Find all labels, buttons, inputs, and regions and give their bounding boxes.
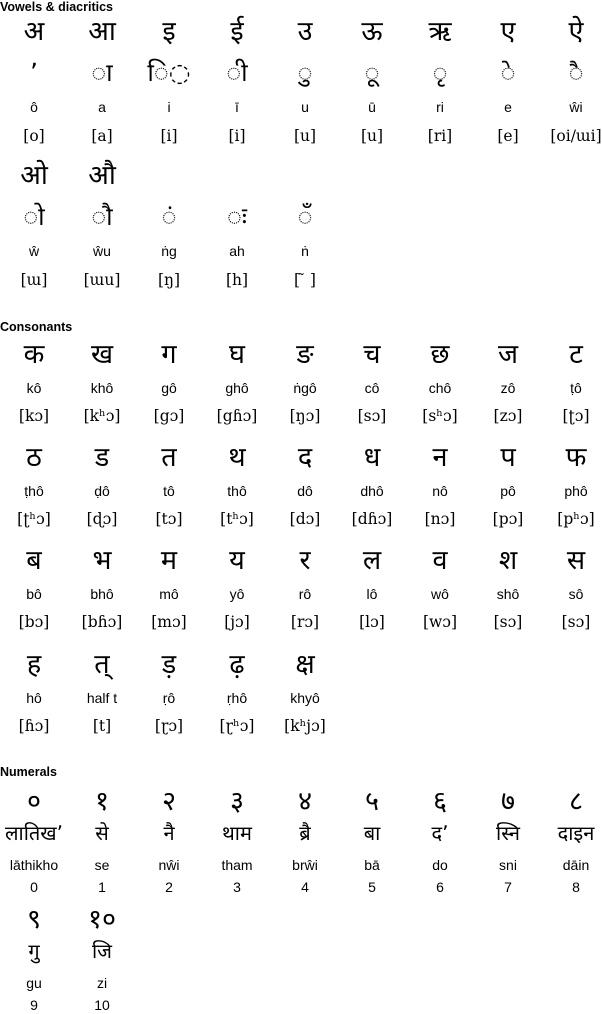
- consonant-ipa: [kʰɔ]: [83, 407, 121, 425]
- numerals-heading: Numerals: [0, 765, 57, 779]
- consonant-ipa: [ʈɔ]: [562, 407, 590, 425]
- consonant-ipa: [dɦɔ]: [351, 510, 393, 528]
- vowel-ipa: [oi/ɯi]: [550, 127, 602, 145]
- consonant-letter: ड: [94, 442, 110, 473]
- consonant-letter: ग: [161, 339, 177, 370]
- vowel-ipa: [u]: [293, 127, 317, 145]
- consonant-ipa: [ɽʰɔ]: [219, 717, 255, 735]
- consonant-letter: ह: [26, 649, 42, 680]
- vowels-heading: Vowels & diacritics: [0, 0, 114, 14]
- consonant-transliteration: wô: [431, 586, 449, 602]
- consonant-transliteration: ṅgô: [293, 380, 317, 396]
- numeral-word: स्नि: [496, 821, 520, 845]
- numeral-transliteration: nŵi: [158, 857, 180, 873]
- vowel-ipa: [e]: [497, 127, 519, 145]
- vowel-ipa: [ɯu]: [83, 271, 121, 289]
- numeral-transliteration: tham: [221, 857, 253, 873]
- consonant-letter: स: [566, 545, 586, 576]
- vowel-diacritic: ◌ै: [568, 58, 584, 87]
- numeral-word: लातिखʼ: [4, 821, 64, 845]
- consonant-transliteration: tô: [163, 483, 175, 499]
- vowel-letter: आ: [88, 16, 116, 47]
- consonant-transliteration: ṭô: [570, 380, 582, 396]
- consonant-letter: थ: [228, 442, 246, 473]
- consonant-ipa: [sɔ]: [493, 613, 523, 631]
- consonant-transliteration: mô: [159, 586, 179, 602]
- numeral-value: 2: [165, 879, 173, 895]
- numeral-word: थाम: [222, 821, 252, 845]
- consonant-ipa: [zɔ]: [493, 407, 523, 425]
- numeral-digit: ८: [568, 786, 584, 817]
- consonant-letter: ट: [569, 339, 583, 370]
- vowel-transliteration: ŵu: [93, 243, 111, 259]
- consonant-ipa: [rɔ]: [290, 613, 320, 631]
- vowel-letter: ऐ: [568, 16, 584, 47]
- vowel-ipa: [o]: [23, 127, 45, 145]
- consonant-ipa: [nɔ]: [424, 510, 456, 528]
- vowel-diacritic: ◌ो: [23, 202, 45, 231]
- consonant-letter: म: [160, 545, 178, 576]
- vowel-letter: उ: [297, 16, 313, 47]
- numeral-digit: १०: [87, 904, 117, 935]
- numeral-transliteration: gu: [26, 975, 42, 991]
- consonant-letter: ख: [90, 339, 114, 370]
- numeral-transliteration: do: [432, 857, 448, 873]
- consonant-ipa: [bɦɔ]: [81, 613, 123, 631]
- consonant-transliteration: half t: [86, 690, 118, 706]
- vowel-transliteration: a: [98, 99, 106, 115]
- vowel-ipa: [ɯ]: [20, 271, 48, 289]
- consonant-transliteration: dhô: [360, 483, 384, 499]
- numeral-word: दाइन: [557, 821, 595, 845]
- vowel-ipa: [ri]: [427, 127, 453, 145]
- vowel-letter: इ: [162, 16, 176, 47]
- vowel-letter: अ: [23, 16, 45, 47]
- consonant-letter: व: [432, 545, 448, 576]
- consonant-transliteration: lô: [366, 586, 378, 602]
- consonant-letter: त्: [94, 649, 110, 680]
- vowel-transliteration: i: [167, 99, 171, 115]
- numeral-value: 3: [233, 879, 241, 895]
- consonant-letter: छ: [430, 339, 450, 370]
- consonant-ipa: [pɔ]: [492, 510, 524, 528]
- consonant-letter: ज: [497, 339, 519, 370]
- numeral-transliteration: dāin: [562, 857, 590, 873]
- vowel-diacritic: ◌ु: [297, 58, 313, 87]
- consonant-transliteration: thô: [227, 483, 247, 499]
- numeral-transliteration: zi: [96, 975, 108, 991]
- consonant-letter: प: [500, 442, 516, 473]
- vowel-ipa: [ŋ]: [157, 271, 181, 289]
- consonant-transliteration: ghô: [225, 380, 249, 396]
- numeral-transliteration: sni: [499, 857, 517, 873]
- consonant-letter: च: [363, 339, 381, 370]
- numeral-word: गु: [28, 939, 40, 963]
- numeral-value: 0: [30, 879, 38, 895]
- consonant-ipa: [kɔ]: [18, 407, 50, 425]
- consonant-ipa: [ʈʰɔ]: [17, 510, 51, 528]
- vowel-transliteration: ṅ: [301, 243, 309, 259]
- numeral-digit: ३: [229, 786, 245, 817]
- consonant-letter: घ: [229, 339, 245, 370]
- consonant-transliteration: bhô: [90, 586, 114, 602]
- consonant-transliteration: rô: [298, 586, 312, 602]
- consonant-ipa: [sʰɔ]: [422, 407, 458, 425]
- vowel-transliteration: ô: [30, 99, 38, 115]
- consonant-transliteration: pô: [500, 483, 516, 499]
- vowel-diacritic: ◌ः: [227, 202, 247, 231]
- numeral-transliteration: brŵi: [292, 857, 318, 873]
- vowel-transliteration: ri: [436, 99, 444, 115]
- numeral-value: 5: [368, 879, 376, 895]
- vowel-ipa: [i]: [160, 127, 178, 145]
- vowel-diacritic: ◌ं: [161, 202, 177, 231]
- consonant-ipa: [kʰjɔ]: [284, 717, 326, 735]
- numeral-word: ब्रै: [299, 821, 311, 845]
- consonant-transliteration: hô: [26, 690, 42, 706]
- numeral-digit: ६: [432, 786, 448, 817]
- vowel-diacritic: ◌ू: [364, 58, 380, 87]
- consonant-letter: ब: [26, 545, 42, 576]
- numeral-digit: १: [94, 786, 110, 817]
- consonant-ipa: [sɔ]: [357, 407, 387, 425]
- numeral-value: 1: [98, 879, 106, 895]
- numeral-transliteration: se: [94, 857, 110, 873]
- vowel-letter: ओ: [20, 160, 48, 191]
- consonant-ipa: [t]: [92, 717, 112, 735]
- vowel-diacritic: ि◌: [147, 58, 191, 87]
- vowel-ipa: [u]: [360, 127, 384, 145]
- consonant-letter: भ: [92, 545, 112, 576]
- consonant-letter: य: [229, 545, 245, 576]
- vowel-letter: ऊ: [361, 16, 383, 47]
- numeral-value: 7: [504, 879, 512, 895]
- consonant-ipa: [ɦɔ]: [18, 717, 50, 735]
- vowel-transliteration: u: [301, 99, 309, 115]
- consonant-transliteration: nô: [432, 483, 448, 499]
- vowel-letter: ए: [500, 16, 516, 47]
- numeral-word: दʼ: [431, 821, 449, 845]
- consonant-transliteration: yô: [229, 586, 245, 602]
- consonant-letter: ल: [362, 545, 382, 576]
- numeral-value: 8: [572, 879, 580, 895]
- consonant-letter: ठ: [26, 442, 42, 473]
- consonant-letter: श: [498, 545, 518, 576]
- vowel-transliteration: ī: [235, 99, 239, 115]
- consonant-ipa: [gɦɔ]: [216, 407, 258, 425]
- numeral-value: 6: [436, 879, 444, 895]
- consonants-heading: Consonants: [0, 320, 73, 334]
- vowel-letter: ऋ: [428, 16, 452, 47]
- consonant-transliteration: cô: [364, 380, 380, 396]
- numeral-digit: ०: [26, 786, 42, 817]
- vowel-transliteration: ŵi: [569, 99, 583, 115]
- vowel-diacritic: ◌ौ: [91, 202, 113, 231]
- consonant-ipa: [pʰɔ]: [557, 510, 595, 528]
- numeral-digit: ९: [26, 904, 42, 935]
- vowel-ipa: [a]: [91, 127, 113, 145]
- numeral-digit: २: [161, 786, 177, 817]
- numeral-word: बा: [363, 821, 381, 845]
- consonant-transliteration: bô: [26, 586, 42, 602]
- vowel-diacritic: ʼ: [30, 58, 38, 87]
- vowel-transliteration: e: [504, 99, 512, 115]
- consonant-ipa: [gɔ]: [153, 407, 185, 425]
- consonant-ipa: [tʰɔ]: [220, 510, 254, 528]
- numeral-transliteration: bā: [364, 857, 380, 873]
- vowel-ipa: [ ̃ ]: [294, 271, 316, 289]
- consonant-ipa: [sɔ]: [561, 613, 591, 631]
- consonant-transliteration: khô: [90, 380, 114, 396]
- consonant-letter: ङ: [296, 339, 314, 370]
- consonant-ipa: [dɔ]: [289, 510, 321, 528]
- consonant-letter: ढ़: [229, 649, 245, 680]
- consonant-letter: ध: [363, 442, 381, 473]
- vowel-ipa: [i]: [228, 127, 246, 145]
- vowel-diacritic: ◌ी: [226, 58, 248, 87]
- consonant-ipa: [ɽɔ]: [154, 717, 184, 735]
- consonant-transliteration: dô: [297, 483, 313, 499]
- consonant-ipa: [ɖɔ]: [86, 510, 118, 528]
- consonant-transliteration: chô: [428, 380, 452, 396]
- numeral-value: 4: [301, 879, 309, 895]
- consonant-transliteration: ṛhô: [226, 690, 248, 706]
- consonant-transliteration: sô: [568, 586, 584, 602]
- vowel-diacritic: ◌े: [500, 58, 516, 87]
- consonant-letter: द: [297, 442, 313, 473]
- numeral-value: 9: [30, 997, 38, 1013]
- consonant-ipa: [wɔ]: [422, 613, 458, 631]
- consonant-transliteration: ṛô: [162, 690, 176, 706]
- numeral-value: 10: [94, 997, 110, 1013]
- consonant-letter: फ: [565, 442, 587, 473]
- consonant-transliteration: ṭhô: [24, 483, 44, 499]
- consonant-ipa: [jɔ]: [224, 613, 250, 631]
- numeral-digit: ७: [500, 786, 516, 817]
- consonant-letter: न: [432, 442, 448, 473]
- numeral-transliteration: lāthikho: [9, 857, 59, 873]
- consonant-transliteration: khyô: [290, 690, 320, 706]
- vowel-transliteration: ŵ: [28, 243, 40, 259]
- consonant-letter: क्ष: [295, 649, 315, 680]
- consonant-ipa: [ŋɔ]: [289, 407, 321, 425]
- vowel-letter: ई: [230, 16, 244, 47]
- consonant-transliteration: shô: [496, 586, 520, 602]
- consonant-ipa: [mɔ]: [151, 613, 187, 631]
- consonant-transliteration: phô: [564, 483, 588, 499]
- numeral-digit: ५: [364, 786, 380, 817]
- vowel-transliteration: ṅg: [161, 243, 177, 259]
- numeral-word: से: [95, 821, 109, 845]
- consonant-transliteration: gô: [161, 380, 177, 396]
- vowel-diacritic: ◌ृ: [432, 58, 448, 87]
- consonant-ipa: [tɔ]: [155, 510, 183, 528]
- consonant-letter: र: [299, 545, 311, 576]
- consonant-letter: ड़: [161, 649, 177, 680]
- vowel-diacritic: ◌ँ: [297, 202, 313, 231]
- vowel-diacritic: ◌ा: [91, 58, 113, 87]
- consonant-transliteration: kô: [26, 380, 42, 396]
- vowel-transliteration: ah: [229, 243, 245, 259]
- consonant-ipa: [bɔ]: [18, 613, 50, 631]
- numeral-word: जि: [91, 939, 113, 963]
- numeral-digit: ४: [297, 786, 313, 817]
- consonant-ipa: [lɔ]: [359, 613, 385, 631]
- vowel-ipa: [h]: [225, 271, 249, 289]
- vowel-letter: औ: [88, 160, 116, 191]
- numeral-word: नै: [163, 821, 175, 845]
- consonant-transliteration: zô: [500, 380, 516, 396]
- consonant-transliteration: ḍô: [94, 483, 110, 499]
- consonant-letter: क: [23, 339, 45, 370]
- vowel-transliteration: ū: [368, 99, 376, 115]
- consonant-letter: त: [161, 442, 177, 473]
